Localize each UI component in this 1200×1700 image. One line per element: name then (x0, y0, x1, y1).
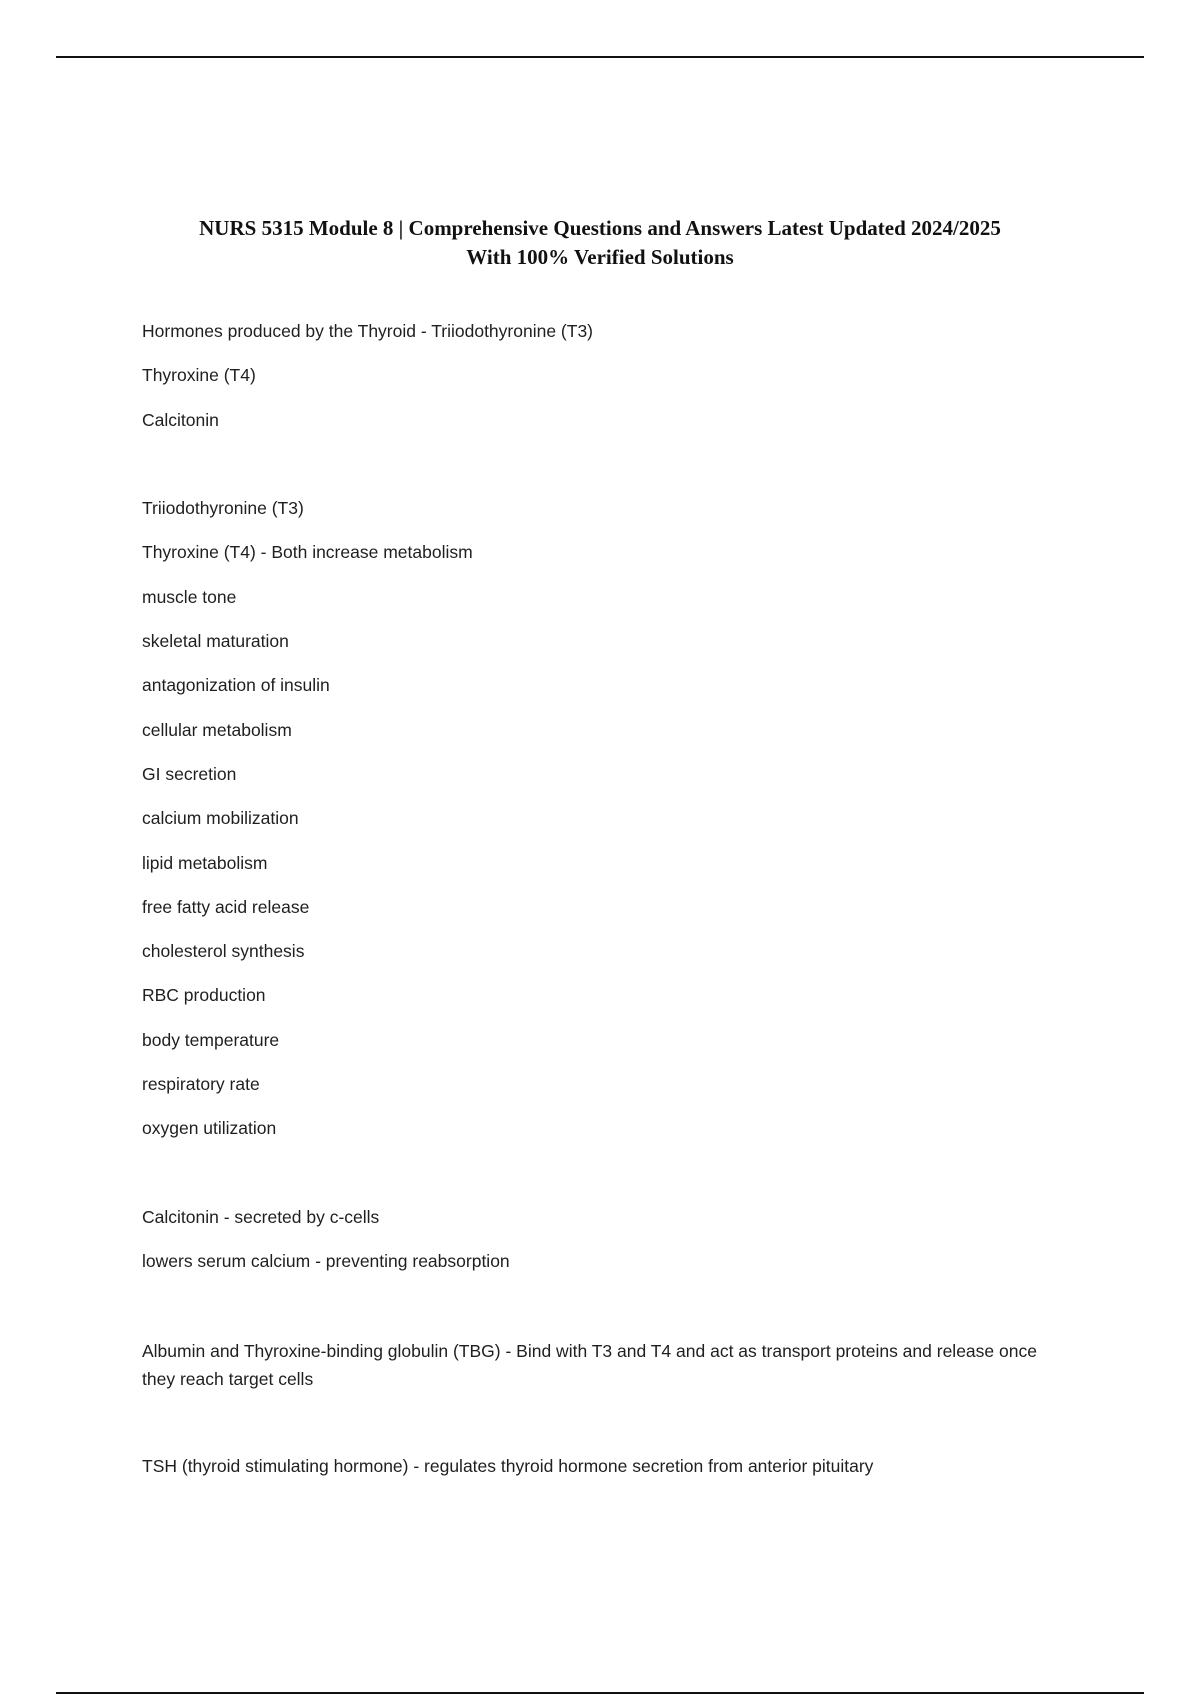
text-line: Hormones produced by the Thyroid - Triiodothyronine (T3) (142, 321, 594, 341)
text-line: Calcitonin - secreted by c-cells (142, 1206, 380, 1227)
text-line: muscle tone (142, 586, 237, 607)
paragraph-gap (142, 451, 1062, 495)
title-line-1: NURS 5315 Module 8 | Comprehensive Questions and Answers Latest Updated 2024/2025 (199, 216, 1001, 240)
text-line: Calcitonin (142, 409, 219, 430)
section-thyroid-hormones (142, 318, 1062, 451)
text-line: calcium mobilization (142, 808, 299, 829)
text-line: body temperature (142, 1029, 280, 1050)
text-line: Triiodothyronine (T3) (142, 498, 304, 519)
section-tsh: TSH (thyroid stimulating hormone) - regulates thyroid hormone secretion from anterior pituitary (142, 1455, 874, 1476)
header-rule (56, 56, 1144, 58)
text-line: oxygen utilization (142, 1118, 277, 1139)
text-line: lowers serum calcium - preventing reabsorption (142, 1251, 510, 1272)
document-body (142, 318, 1062, 1497)
section-t3-t4-effects (142, 495, 1062, 1159)
text-line: GI secretion (142, 763, 237, 784)
footer-rule (56, 1692, 1144, 1694)
paragraph-gap (142, 1293, 1062, 1337)
text-line: cellular metabolism (142, 719, 292, 740)
section-calcitonin (142, 1204, 1062, 1293)
text-line: RBC production (142, 985, 266, 1006)
text-line: Thyroxine (T4) (142, 365, 256, 386)
text-line: antagonization of insulin (142, 675, 330, 696)
text-line: skeletal maturation (142, 631, 289, 652)
section-transport-proteins: Albumin and Thyroxine-binding globulin (TBG) - Bind with T3 and T4 and act as transport proteins and release once they reach target cells (142, 1340, 1037, 1389)
text-line: cholesterol synthesis (142, 941, 305, 962)
text-line: Thyroxine (T4) - Both increase metabolism (142, 542, 473, 563)
paragraph-gap (142, 1409, 1062, 1453)
text-line: respiratory rate (142, 1074, 260, 1095)
document-title (100, 214, 1100, 272)
text-line: free fatty acid release (142, 896, 310, 917)
paragraph-gap (142, 1160, 1062, 1204)
text-line: lipid metabolism (142, 852, 268, 873)
title-line-2: With 100% Verified Solutions (466, 245, 734, 269)
